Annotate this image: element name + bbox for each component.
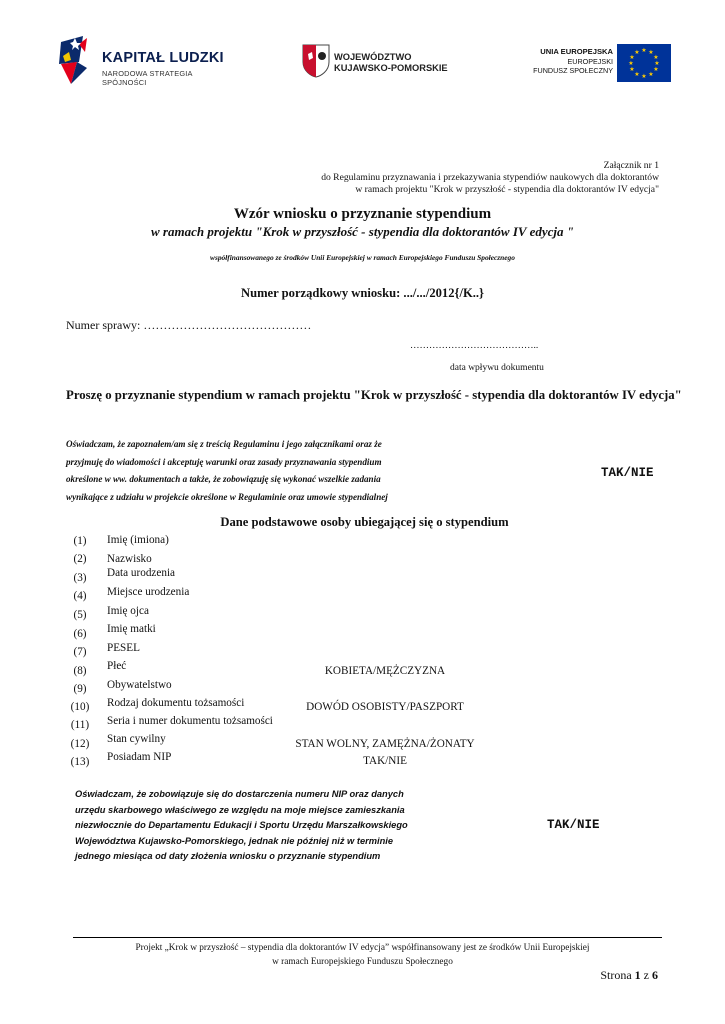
coat-of-arms-icon <box>302 44 330 78</box>
field-number: (10) <box>70 701 90 713</box>
declaration-line: urzędu skarbowego właściwego ze względu na moje miejsce zamieszkania <box>75 804 405 815</box>
field-number: (8) <box>73 665 87 677</box>
page-title: Wzór wniosku o przyznanie stypendium <box>233 206 492 222</box>
application-number: Numer porządkowy wniosku: .../.../2012{/K..} <box>240 286 485 300</box>
declaration-line: Oświadczam, że zobowiązuje się do dostarczenia numeru NIP oraz danych <box>75 789 404 799</box>
date-received-field[interactable]: ………………………………….. <box>410 341 539 351</box>
eu-line1: UNIA EUROPEJSKA <box>540 47 613 56</box>
field-number: (1) <box>73 535 87 547</box>
field-label-nip: Posiadam NIP <box>107 751 172 763</box>
field-label-birth-place: Miejsce urodzenia <box>107 586 190 598</box>
footer-line2: w ramach Europejskiego Funduszu Społecznego <box>272 957 453 967</box>
declaration-line: Województwa Kujawsko-Pomorskiego, jednak nie później niż w terminie <box>75 835 394 846</box>
eu-line2: EUROPEJSKI <box>567 56 613 66</box>
field-label-marital-status: Stan cywilny <box>107 733 166 745</box>
svg-text:★: ★ <box>641 73 647 80</box>
annex-line3: w ramach projektu "Krok w przyszłość - stypendia dla doktorantów IV edycja" <box>355 184 659 195</box>
wojewodztwo-line1: WOJEWÓDZTWO <box>334 52 412 62</box>
svg-text:★: ★ <box>648 71 654 78</box>
declaration-line: przyjmuję do wiadomości i akceptuję warunki oraz zasady przyznawania stypendium <box>66 456 382 467</box>
eu-flag-icon <box>617 44 671 82</box>
page-subtitle: w ramach projektu "Krok w przyszłość - stypendia dla doktorantów IV edycja " <box>150 224 574 239</box>
nip-options[interactable]: TAK/NIE <box>363 755 407 767</box>
field-number: (6) <box>73 628 87 640</box>
field-label-pesel: PESEL <box>107 642 140 654</box>
footer-note <box>0 941 725 969</box>
svg-text:★: ★ <box>654 60 660 67</box>
eu-text <box>523 47 613 76</box>
field-label-mother-name: Imię matki <box>107 623 156 635</box>
page-of: z <box>643 968 649 982</box>
svg-text:★: ★ <box>653 66 659 73</box>
field-number: (13) <box>70 756 90 768</box>
marital-options[interactable]: STAN WOLNY, ZAMĘŻNA/ŻONATY <box>295 738 475 750</box>
page-word: Strona <box>600 968 632 982</box>
declaration-line: Oświadczam, że zapoznałem/am się z treścią Regulaminu i jego załącznikami oraz że <box>66 439 382 449</box>
svg-text:★: ★ <box>648 49 654 56</box>
request-statement: Proszę o przyznanie stypendium w ramach projektu "Krok w przyszłość - stypendia dla doktorantów IV edycja" <box>66 388 682 402</box>
field-label-first-name: Imię (imiona) <box>107 534 169 546</box>
kapital-ludzki-title: KAPITAŁ LUDZKI <box>102 50 224 66</box>
case-number-field[interactable]: Numer sprawy: …………………………………… <box>66 318 312 332</box>
field-number: (2) <box>73 553 87 565</box>
svg-text:★: ★ <box>641 47 647 54</box>
eu-line3: FUNDUSZ SPOŁECZNY <box>533 66 613 75</box>
page-total: 6 <box>652 968 658 982</box>
field-label-surname: Nazwisko <box>107 553 152 565</box>
kapital-ludzki-subtitle: NARODOWA STRATEGIA SPÓJNOŚCI <box>102 69 193 87</box>
date-received-label: data wpływu dokumentu <box>450 363 544 373</box>
declaration-line: określone w ww. dokumentach a także, że zobowiązuję się wykonać wszelkie zadania <box>66 474 381 484</box>
annex-note <box>321 160 659 196</box>
cofinanced-note: współfinansowanego ze środków Unii Europejskiej w ramach Europejskiego Funduszu Społecznego <box>210 253 515 262</box>
field-label-father-name: Imię ojca <box>107 605 149 617</box>
field-label-id-number: Seria i numer dokumentu tożsamości <box>107 715 273 727</box>
field-number: (11) <box>70 719 90 731</box>
wojewodztwo-line2: KUJAWSKO-POMORSKIE <box>334 63 448 73</box>
wojewodztwo-text <box>334 52 448 74</box>
declaration-line: wynikające z udziału w projekcie określone w Regulaminie oraz umowie stypendialnej <box>66 491 388 502</box>
declaration-line: niezwłocznie do Departamentu Edukacji i Sportu Urzędu Marszałkowskiego <box>75 820 408 831</box>
svg-text:★: ★ <box>629 66 635 73</box>
svg-text:★: ★ <box>628 60 634 67</box>
field-number: (4) <box>73 590 87 602</box>
field-label-birth-date: Data urodzenia <box>107 567 176 579</box>
svg-text:★: ★ <box>634 71 640 78</box>
section-title: Dane podstawowe osoby ubiegającej się o stypendium <box>220 515 509 529</box>
gender-options[interactable]: KOBIETA/MĘŻCZYZNA <box>324 665 446 677</box>
field-label-gender: Płeć <box>107 660 127 672</box>
declaration-regulations-answer[interactable]: TAK/NIE <box>601 466 654 480</box>
field-label-id-type: Rodzaj dokumentu tożsamości <box>107 697 245 709</box>
field-number: (5) <box>73 609 87 621</box>
svg-text:★: ★ <box>653 54 659 61</box>
declaration-line: jednego miesiąca od daty złożenia wniosku o przyznanie stypendium <box>75 851 381 862</box>
svg-text:★: ★ <box>634 49 640 56</box>
kapital-ludzki-logo <box>57 34 237 94</box>
page-number <box>600 968 658 983</box>
declaration-nip <box>75 787 435 865</box>
page-current: 1 <box>634 968 641 982</box>
eu-logo <box>523 42 673 88</box>
field-number: (3) <box>73 572 87 584</box>
document-options[interactable]: DOWÓD OSOBISTY/PASZPORT <box>306 701 464 713</box>
field-number: (9) <box>73 683 87 695</box>
svg-text:★: ★ <box>629 54 635 61</box>
kapital-ludzki-emblem-icon <box>57 34 99 86</box>
declaration-nip-answer[interactable]: TAK/NIE <box>547 818 600 832</box>
field-number: (12) <box>70 738 90 750</box>
footer-divider <box>73 937 662 938</box>
declaration-regulations <box>66 436 416 506</box>
annex-line1: Załącznik nr 1 <box>603 160 659 171</box>
annex-line2: do Regulaminu przyznawania i przekazywania stypendiów naukowych dla doktorantów <box>321 172 659 183</box>
field-label-citizenship: Obywatelstwo <box>107 679 172 691</box>
field-number: (7) <box>73 646 87 658</box>
footer-line1: Projekt „Krok w przyszłość – stypendia dla doktorantów IV edycja” współfinansowany jest ze środków Unii Europejskiej <box>135 943 590 953</box>
wojewodztwo-logo <box>300 42 450 88</box>
